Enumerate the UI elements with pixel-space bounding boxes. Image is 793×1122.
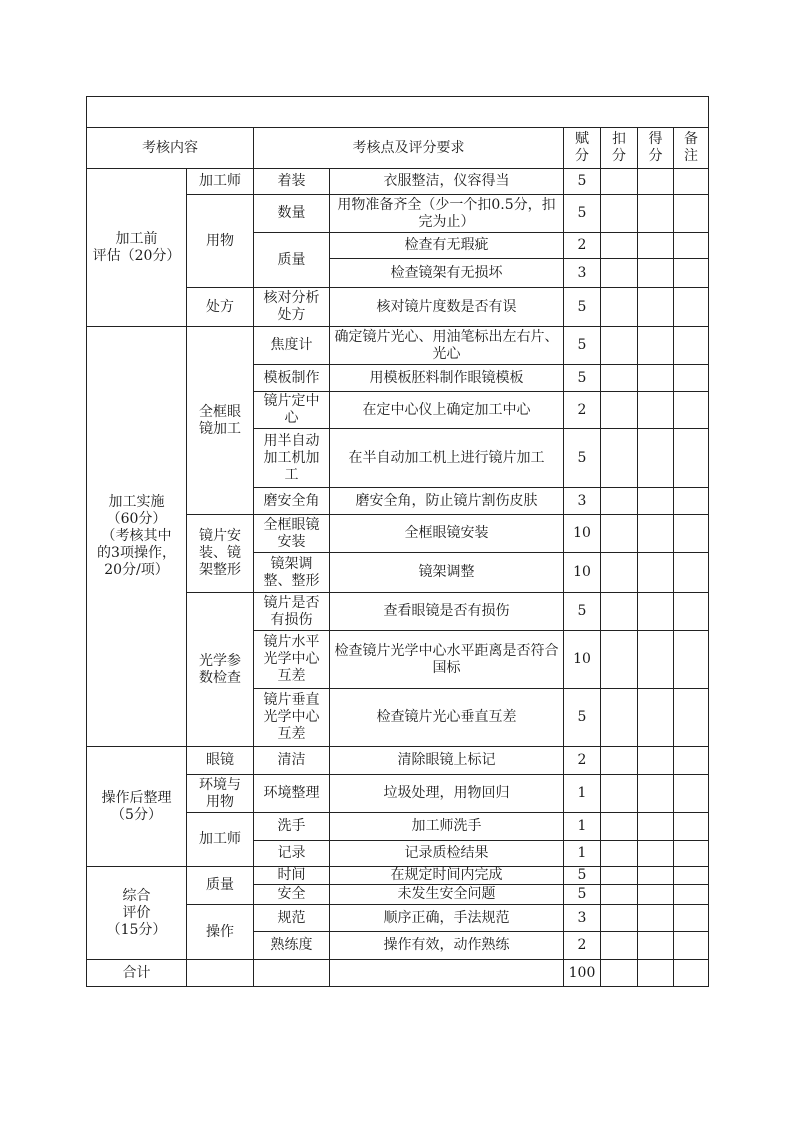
remark-cell xyxy=(674,841,709,867)
assessment-point: 用半自动加工机加工 xyxy=(254,429,330,488)
section-name: 综合 评价 （15分） xyxy=(87,867,187,960)
group-name: 质量 xyxy=(187,867,254,905)
assessment-point: 着装 xyxy=(254,169,330,195)
deduct-cell xyxy=(601,841,638,867)
requirement: 在定中心仪上确定加工中心 xyxy=(330,392,564,429)
assessment-point: 镜架调整、整形 xyxy=(254,553,330,593)
total-empty-cell xyxy=(330,960,564,987)
header-score: 赋分 xyxy=(564,128,601,169)
requirement: 检查镜片光学中心水平距离是否符合国标 xyxy=(330,631,564,689)
section-name: 加工实施 （60分） （考核其中 的3项操作， 20分/项） xyxy=(87,327,187,747)
assessment-point: 质量 xyxy=(254,233,330,288)
assessment-point: 数量 xyxy=(254,195,330,233)
remark-cell xyxy=(674,689,709,747)
assigned-score: 1 xyxy=(564,841,601,867)
remark-cell xyxy=(674,553,709,593)
assigned-score: 1 xyxy=(564,813,601,841)
group-name: 加工师 xyxy=(187,813,254,867)
requirement: 用物准备齐全（少一个扣0.5分，扣完为止） xyxy=(330,195,564,233)
group-name: 眼镜 xyxy=(187,747,254,775)
requirement: 确定镜片光心、用油笔标出左右片、光心 xyxy=(330,327,564,365)
earned-cell xyxy=(638,392,674,429)
deduct-cell xyxy=(601,553,638,593)
deduct-cell xyxy=(601,593,638,631)
deduct-cell xyxy=(601,288,638,327)
requirement: 未发生安全问题 xyxy=(330,885,564,905)
remark-cell xyxy=(674,365,709,392)
group-name: 光学参数检查 xyxy=(187,593,254,747)
deduct-cell xyxy=(601,488,638,515)
deduct-cell xyxy=(601,813,638,841)
header-remark: 备注 xyxy=(674,128,709,169)
requirement: 检查有无瑕疵 xyxy=(330,233,564,259)
earned-cell xyxy=(638,960,674,987)
remark-cell xyxy=(674,905,709,932)
earned-cell xyxy=(638,515,674,553)
requirement: 顺序正确，手法规范 xyxy=(330,905,564,932)
requirement: 查看眼镜是否有损伤 xyxy=(330,593,564,631)
remark-cell xyxy=(674,288,709,327)
table-row xyxy=(87,327,709,365)
requirement: 磨安全角，防止镜片割伤皮肤 xyxy=(330,488,564,515)
assessment-point: 规范 xyxy=(254,905,330,932)
deduct-cell xyxy=(601,195,638,233)
assessment-point: 镜片是否有损伤 xyxy=(254,593,330,631)
total-empty-cell xyxy=(254,960,330,987)
deduct-cell xyxy=(601,689,638,747)
assigned-score: 5 xyxy=(564,288,601,327)
remark-cell xyxy=(674,932,709,960)
section-name: 操作后整理 （5分） xyxy=(87,747,187,867)
assessment-point: 焦度计 xyxy=(254,327,330,365)
remark-cell xyxy=(674,747,709,775)
assigned-score: 5 xyxy=(564,195,601,233)
deduct-cell xyxy=(601,631,638,689)
assigned-score: 2 xyxy=(564,392,601,429)
deduct-cell xyxy=(601,327,638,365)
requirement: 检查镜架有无损坏 xyxy=(330,259,564,288)
earned-cell xyxy=(638,841,674,867)
assigned-score: 3 xyxy=(564,488,601,515)
remark-cell xyxy=(674,867,709,885)
assessment-point: 镜片水平光学中心互差 xyxy=(254,631,330,689)
assigned-score: 2 xyxy=(564,747,601,775)
assigned-score: 10 xyxy=(564,631,601,689)
deduct-cell xyxy=(601,169,638,195)
assessment-point: 洗手 xyxy=(254,813,330,841)
assigned-score: 5 xyxy=(564,327,601,365)
assigned-score: 2 xyxy=(564,932,601,960)
requirement: 加工师洗手 xyxy=(330,813,564,841)
deduct-cell xyxy=(601,392,638,429)
earned-cell xyxy=(638,593,674,631)
assigned-score: 10 xyxy=(564,553,601,593)
earned-cell xyxy=(638,813,674,841)
remark-cell xyxy=(674,593,709,631)
deduct-cell xyxy=(601,932,638,960)
assessment-point: 环境整理 xyxy=(254,775,330,813)
assessment-point: 磨安全角 xyxy=(254,488,330,515)
deduct-cell xyxy=(601,515,638,553)
group-name: 环境与用物 xyxy=(187,775,254,813)
assigned-score: 5 xyxy=(564,429,601,488)
assessment-point: 模板制作 xyxy=(254,365,330,392)
earned-cell xyxy=(638,429,674,488)
earned-cell xyxy=(638,233,674,259)
deduct-cell xyxy=(601,747,638,775)
earned-cell xyxy=(638,631,674,689)
requirement: 在规定时间内完成 xyxy=(330,867,564,885)
group-name: 操作 xyxy=(187,905,254,960)
earned-cell xyxy=(638,905,674,932)
assigned-score: 5 xyxy=(564,885,601,905)
assigned-score: 5 xyxy=(564,689,601,747)
group-name: 全框眼镜加工 xyxy=(187,327,254,515)
total-empty-cell xyxy=(187,960,254,987)
remark-cell xyxy=(674,327,709,365)
assigned-score: 5 xyxy=(564,867,601,885)
requirement: 全框眼镜安装 xyxy=(330,515,564,553)
header-deduct: 扣分 xyxy=(601,128,638,169)
requirement: 检查镜片光心垂直互差 xyxy=(330,689,564,747)
assessment-point: 清洁 xyxy=(254,747,330,775)
earned-cell xyxy=(638,867,674,885)
earned-cell xyxy=(638,259,674,288)
requirement: 衣服整洁，仪容得当 xyxy=(330,169,564,195)
header-earned: 得分 xyxy=(638,128,674,169)
remark-cell xyxy=(674,259,709,288)
assigned-score: 3 xyxy=(564,259,601,288)
remark-cell xyxy=(674,515,709,553)
assessment-point: 记录 xyxy=(254,841,330,867)
earned-cell xyxy=(638,885,674,905)
table-row xyxy=(87,747,709,775)
earned-cell xyxy=(638,365,674,392)
total-label: 合计 xyxy=(87,960,187,987)
requirement: 清除眼镜上标记 xyxy=(330,747,564,775)
group-name: 镜片安装、镜架整形 xyxy=(187,515,254,593)
assigned-score: 5 xyxy=(564,169,601,195)
earned-cell xyxy=(638,689,674,747)
group-name: 用物 xyxy=(187,195,254,288)
requirement: 垃圾处理，用物回归 xyxy=(330,775,564,813)
earned-cell xyxy=(638,327,674,365)
earned-cell xyxy=(638,747,674,775)
group-name: 处方 xyxy=(187,288,254,327)
remark-cell xyxy=(674,960,709,987)
assessment-point: 镜片垂直光学中心互差 xyxy=(254,689,330,747)
total-row xyxy=(87,960,709,987)
deduct-cell xyxy=(601,259,638,288)
assigned-score: 1 xyxy=(564,775,601,813)
assigned-score: 2 xyxy=(564,233,601,259)
remark-cell xyxy=(674,631,709,689)
requirement: 用模板胚料制作眼镜模板 xyxy=(330,365,564,392)
remark-cell xyxy=(674,885,709,905)
assigned-score: 5 xyxy=(564,593,601,631)
remark-cell xyxy=(674,775,709,813)
requirement: 核对镜片度数是否有误 xyxy=(330,288,564,327)
assessment-point: 全框眼镜安装 xyxy=(254,515,330,553)
deduct-cell xyxy=(601,775,638,813)
assessment-point: 核对分析处方 xyxy=(254,288,330,327)
earned-cell xyxy=(638,288,674,327)
earned-cell xyxy=(638,195,674,233)
total-score: 100 xyxy=(564,960,601,987)
deduct-cell xyxy=(601,429,638,488)
assessment-point: 时间 xyxy=(254,867,330,885)
assigned-score: 3 xyxy=(564,905,601,932)
deduct-cell xyxy=(601,960,638,987)
deduct-cell xyxy=(601,365,638,392)
requirement: 记录质检结果 xyxy=(330,841,564,867)
remark-cell xyxy=(674,488,709,515)
earned-cell xyxy=(638,488,674,515)
assessment-point: 安全 xyxy=(254,885,330,905)
group-name: 加工师 xyxy=(187,169,254,195)
deduct-cell xyxy=(601,885,638,905)
assigned-score: 10 xyxy=(564,515,601,553)
assessment-point: 镜片定中心 xyxy=(254,392,330,429)
requirement: 操作有效，动作熟练 xyxy=(330,932,564,960)
title-row xyxy=(87,97,709,128)
remark-cell xyxy=(674,813,709,841)
requirement: 镜架调整 xyxy=(330,553,564,593)
deduct-cell xyxy=(601,233,638,259)
assessment-table xyxy=(86,96,709,987)
assigned-score: 5 xyxy=(564,365,601,392)
remark-cell xyxy=(674,429,709,488)
deduct-cell xyxy=(601,867,638,885)
requirement: 在半自动加工机上进行镜片加工 xyxy=(330,429,564,488)
section-name: 加工前 评估（20分） xyxy=(87,169,187,327)
earned-cell xyxy=(638,775,674,813)
remark-cell xyxy=(674,195,709,233)
earned-cell xyxy=(638,932,674,960)
title-cell xyxy=(87,97,709,128)
table-row xyxy=(87,867,709,885)
deduct-cell xyxy=(601,905,638,932)
earned-cell xyxy=(638,553,674,593)
table-row xyxy=(87,169,709,195)
header-row xyxy=(87,128,709,169)
earned-cell xyxy=(638,169,674,195)
remark-cell xyxy=(674,392,709,429)
header-assessment-points: 考核点及评分要求 xyxy=(254,128,564,169)
header-assessment-content: 考核内容 xyxy=(87,128,254,169)
remark-cell xyxy=(674,169,709,195)
assessment-point: 熟练度 xyxy=(254,932,330,960)
remark-cell xyxy=(674,233,709,259)
